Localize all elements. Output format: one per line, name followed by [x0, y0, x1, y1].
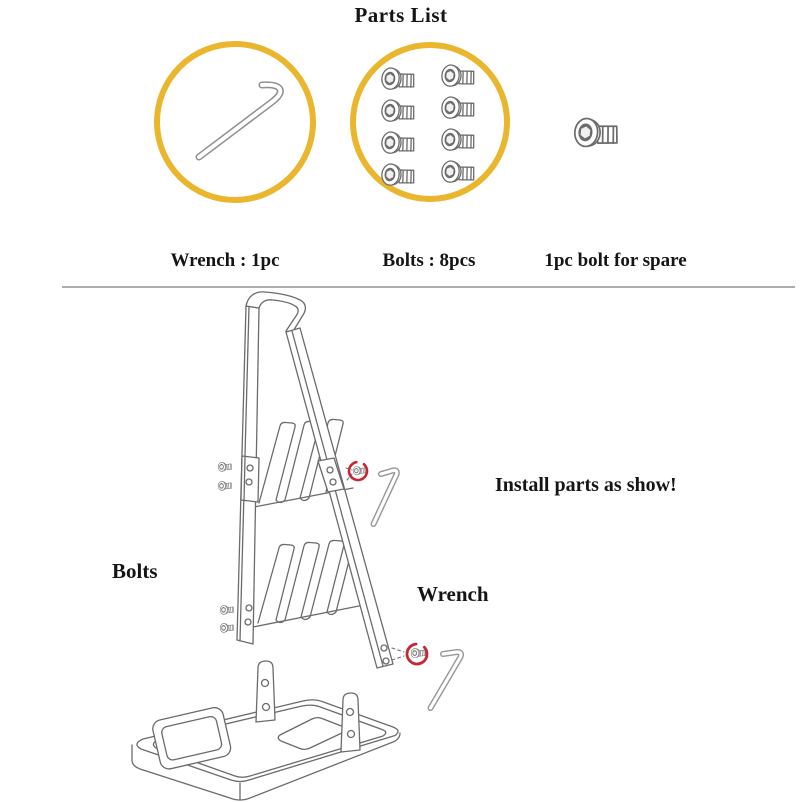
strut-bracket	[318, 458, 344, 492]
wrench-icon-lower	[431, 652, 462, 708]
line-art-layer	[132, 44, 619, 800]
allen-wrench-icon	[199, 85, 280, 157]
wrench-callout-label: Wrench	[417, 582, 489, 606]
left-bolts-icons	[218, 462, 234, 632]
wrench-icon-upper	[374, 470, 397, 524]
dashed-guide-lines-lower	[392, 648, 404, 660]
bolts-icon	[381, 64, 476, 188]
highlighted-bolt-upper	[345, 458, 370, 483]
install-note: Install parts as show!	[495, 474, 677, 496]
bolts-callout-label: Bolts	[112, 559, 158, 583]
bolts-quantity-label: Bolts : 8pcs	[382, 250, 476, 271]
post-bracket	[241, 456, 259, 502]
highlighted-bolt-lower	[403, 640, 431, 668]
wrench-quantity-label: Wrench : 1pc	[170, 250, 280, 271]
base-tab-front	[256, 661, 275, 722]
section-divider	[62, 286, 795, 288]
page-title: Parts List	[354, 3, 448, 27]
wrench-circle	[157, 44, 313, 200]
spare-bolt-label: 1pc bolt for spare	[544, 250, 687, 271]
bolts-circle	[353, 45, 507, 199]
spare-bolt-icon	[573, 117, 619, 149]
base-tab-rear	[341, 693, 360, 752]
